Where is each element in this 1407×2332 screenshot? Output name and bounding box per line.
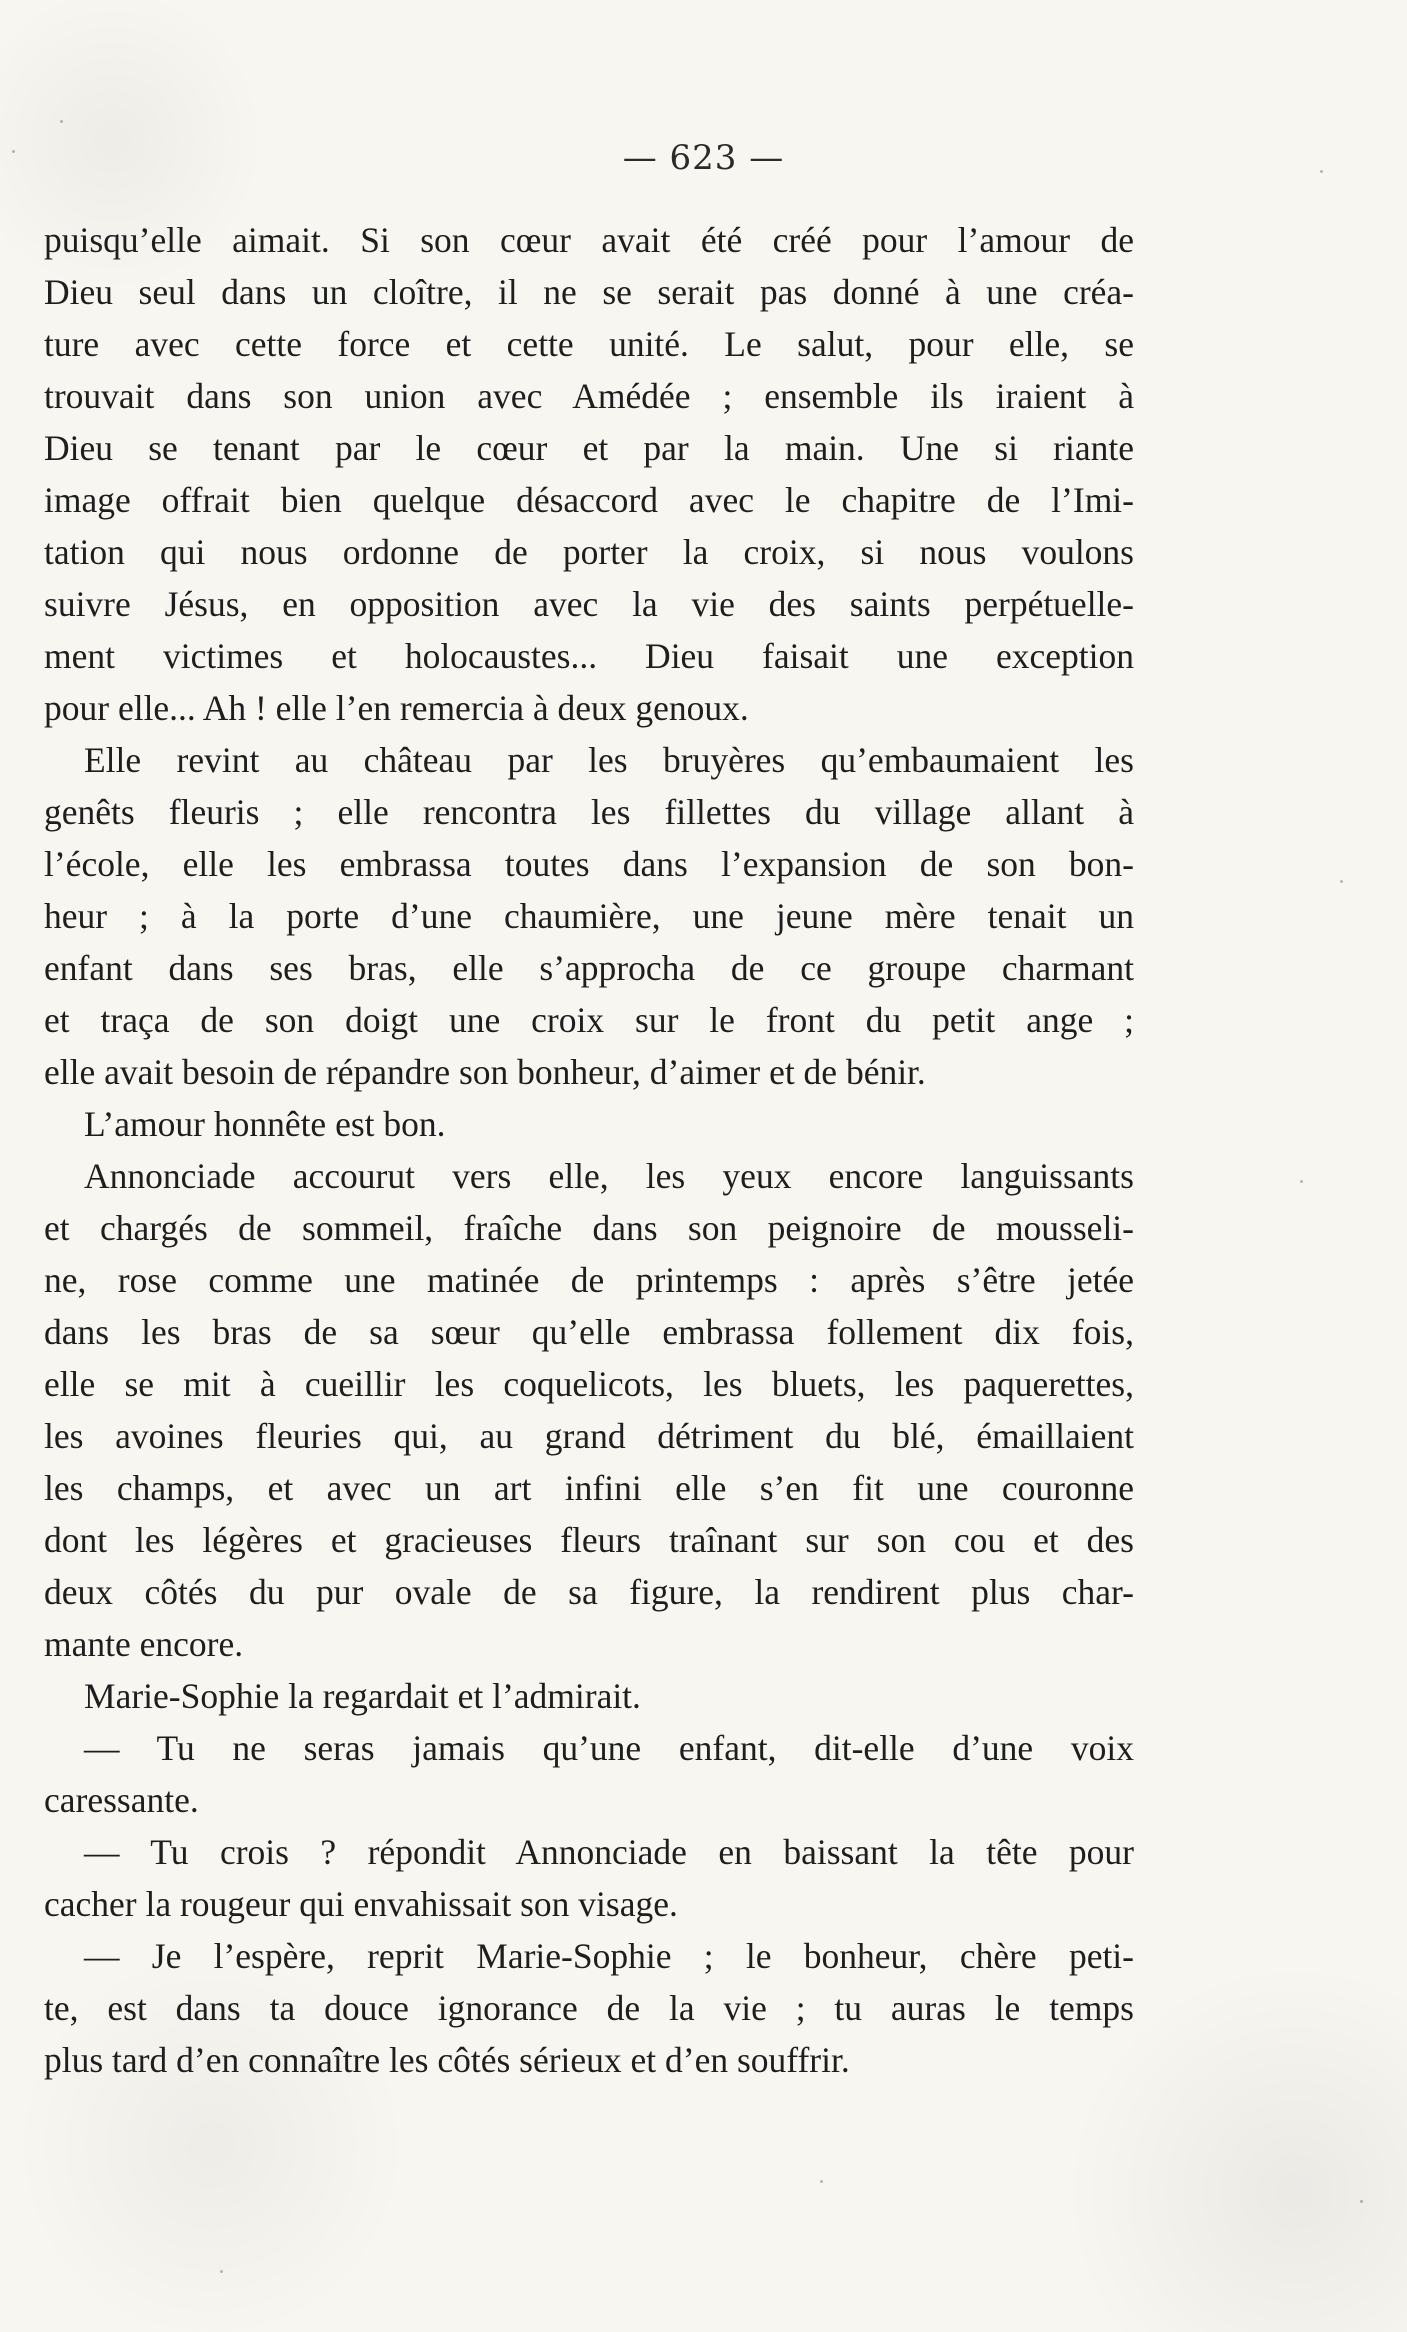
- text-line: deux côtés du pur ovale de sa figure, la rendirent plus char-: [44, 1572, 1134, 1612]
- text-line: suivre Jésus, en opposition avec la vie des saints perpétuelle-: [44, 584, 1134, 624]
- text-line: et chargés de sommeil, fraîche dans son peignoire de mousseli-: [44, 1208, 1134, 1248]
- text-line: l’école, elle les embrassa toutes dans l’expansion de son bon-: [44, 844, 1134, 884]
- text-line: puisqu’elle aimait. Si son cœur avait été créé pour l’amour de: [44, 220, 1134, 260]
- text-line: plus tard d’en connaître les côtés sérieux et d’en souffrir.: [44, 2040, 850, 2080]
- paragraph-1: [44, 214, 1134, 734]
- text-line: genêts fleuris ; elle rencontra les fillettes du village allant à: [44, 792, 1134, 832]
- text-line: Dieu se tenant par le cœur et par la main. Une si riante: [44, 428, 1134, 468]
- text-line: Marie-Sophie la regardait et l’admirait.: [84, 1676, 641, 1716]
- page-number: — 623 —: [622, 138, 785, 178]
- text-line: mante encore.: [44, 1624, 244, 1664]
- text-line: pour elle... Ah ! elle l’en remercia à deux genoux.: [44, 688, 749, 728]
- paragraph-5: [44, 1670, 1134, 1722]
- text-line: Dieu seul dans un cloître, il ne se serait pas donné à une créa-: [44, 272, 1134, 312]
- text-line: dans les bras de sa sœur qu’elle embrassa follement dix fois,: [44, 1312, 1134, 1352]
- text-line: te, est dans ta douce ignorance de la vie ; tu auras le temps: [44, 1988, 1134, 2028]
- text-line: dont les légères et gracieuses fleurs traînant sur son cou et des: [44, 1520, 1134, 1560]
- text-line: ne, rose comme une matinée de printemps : après s’être jetée: [44, 1260, 1134, 1300]
- text-line: elle avait besoin de répandre son bonheur, d’aimer et de bénir.: [44, 1052, 926, 1092]
- scan-speck: [60, 120, 63, 123]
- scan-speck: [1360, 2200, 1363, 2203]
- paragraph-6: [44, 1722, 1134, 1826]
- text-line: cacher la rougeur qui envahissait son visage.: [44, 1884, 678, 1924]
- text-line: Annonciade accourut vers elle, les yeux encore languissants: [84, 1156, 1134, 1196]
- text-line: — Tu ne seras jamais qu’une enfant, dit-elle d’une voix: [84, 1728, 1134, 1768]
- text-line: elle se mit à cueillir les coquelicots, les bluets, les paquerettes,: [44, 1364, 1134, 1404]
- text-line: — Je l’espère, reprit Marie-Sophie ; le bonheur, chère peti-: [84, 1936, 1134, 1976]
- paragraph-2: [44, 734, 1134, 1098]
- text-line: caressante.: [44, 1780, 199, 1820]
- paragraph-3: [44, 1098, 1134, 1150]
- text-line: les avoines fleuries qui, au grand détriment du blé, émaillaient: [44, 1416, 1134, 1456]
- text-line: les champs, et avec un art infini elle s’en fit une couronne: [44, 1468, 1134, 1508]
- text-line: Elle revint au château par les bruyères qu’embaumaient les: [84, 740, 1134, 780]
- text-line: ment victimes et holocaustes... Dieu faisait une exception: [44, 636, 1134, 676]
- text-line: heur ; à la porte d’une chaumière, une jeune mère tenait un: [44, 896, 1134, 936]
- text-line: enfant dans ses bras, elle s’approcha de ce groupe charmant: [44, 948, 1134, 988]
- text-line: et traça de son doigt une croix sur le front du petit ange ;: [44, 1000, 1134, 1040]
- paragraph-4: [44, 1150, 1134, 1670]
- scan-speck: [1300, 1180, 1303, 1183]
- scan-speck: [820, 2180, 823, 2183]
- scan-speck: [220, 2270, 223, 2273]
- paragraph-8: [44, 1930, 1134, 2086]
- text-line: L’amour honnête est bon.: [84, 1104, 446, 1144]
- text-line: ture avec cette force et cette unité. Le salut, pour elle, se: [44, 324, 1134, 364]
- paragraph-7: [44, 1826, 1134, 1930]
- scan-speck: [1340, 880, 1343, 883]
- text-line: tation qui nous ordonne de porter la croix, si nous voulons: [44, 532, 1134, 572]
- body-text: [44, 214, 1134, 2086]
- text-line: — Tu crois ? répondit Annonciade en baissant la tête pour: [84, 1832, 1134, 1872]
- text-line: image offrait bien quelque désaccord avec le chapitre de l’Imi-: [44, 480, 1134, 520]
- text-line: trouvait dans son union avec Amédée ; ensemble ils iraient à: [44, 376, 1134, 416]
